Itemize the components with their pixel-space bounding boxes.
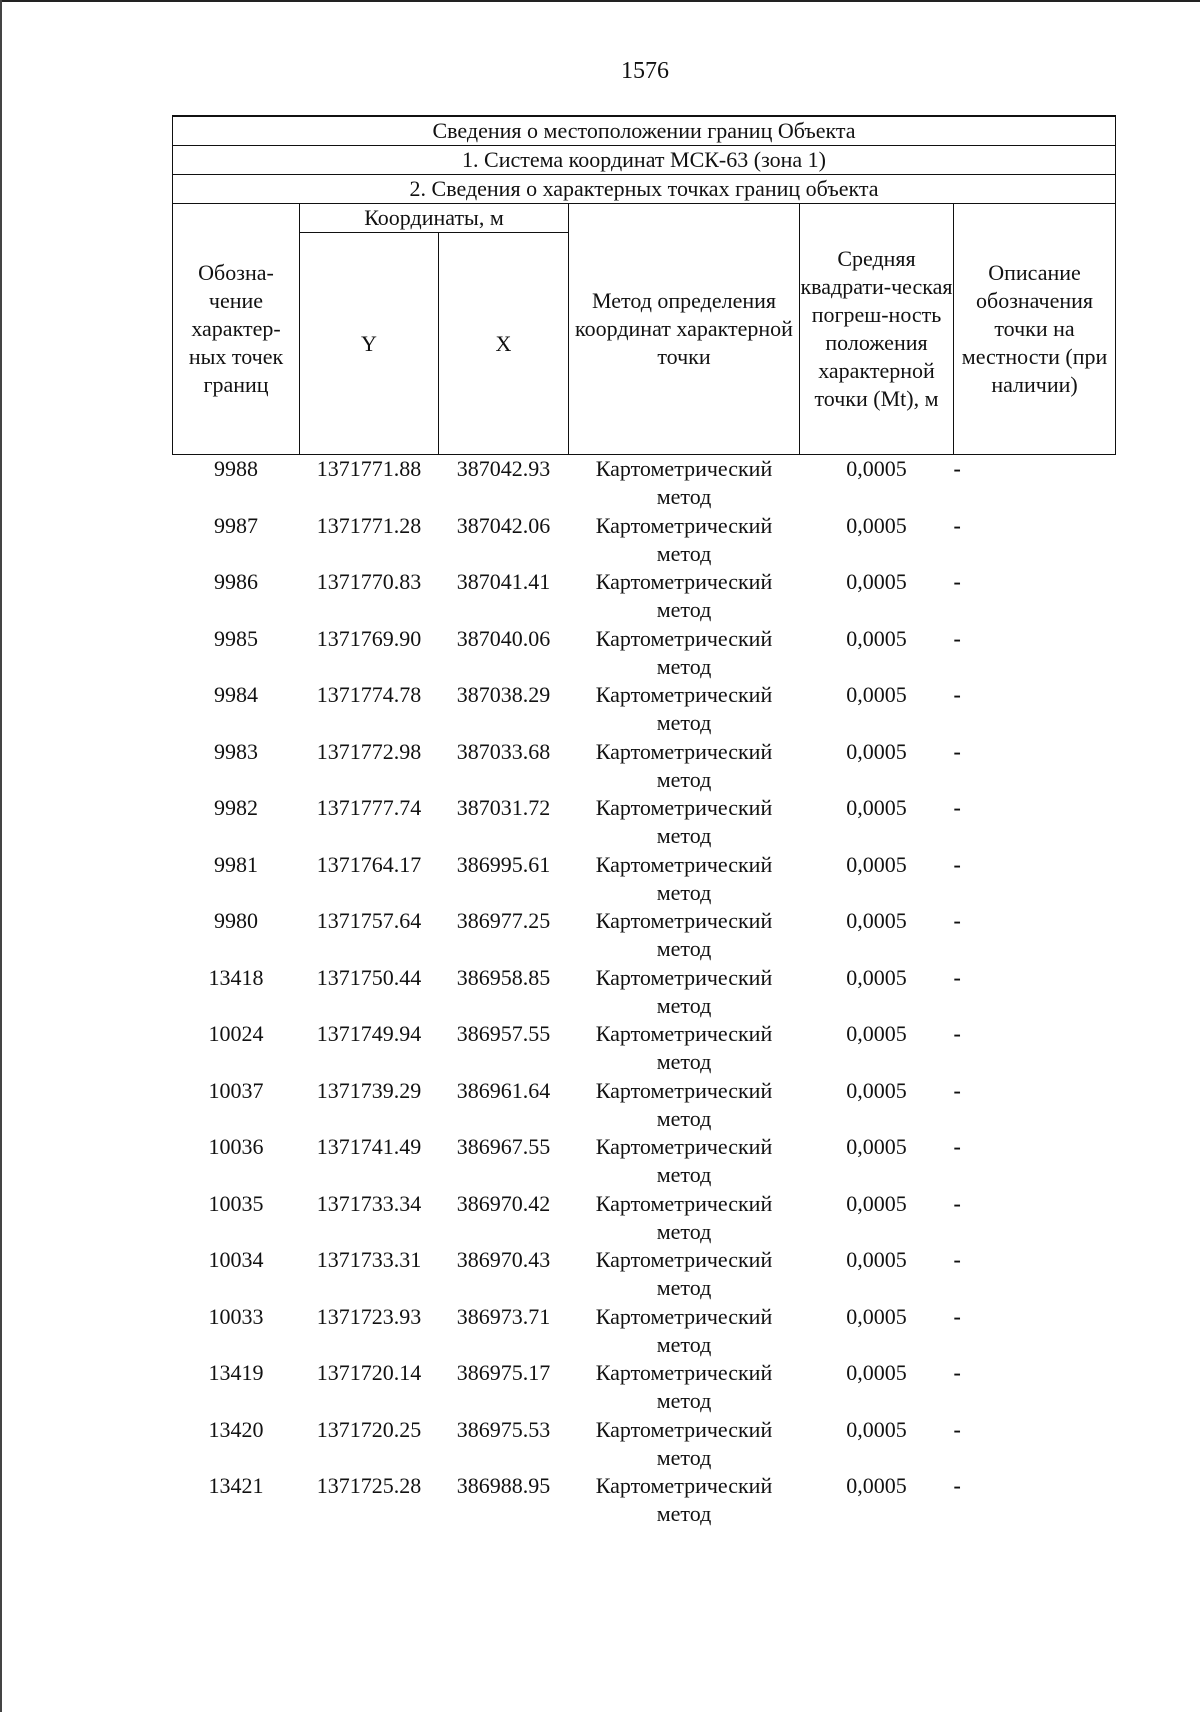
table-row	[173, 1416, 1116, 1473]
cell-point-id: 10036	[208, 1134, 264, 1159]
cell-point-id: 9986	[214, 569, 258, 594]
table-row	[173, 794, 1116, 851]
cell-description: -	[953, 1473, 961, 1498]
cell-description: -	[953, 682, 961, 707]
cell-method: Картометрический метод	[595, 682, 773, 735]
cell-point-id: 9984	[214, 682, 258, 707]
cell-description: -	[953, 512, 961, 538]
cell-description: -	[953, 625, 961, 651]
table-row	[173, 1303, 1116, 1360]
cell-description: -	[953, 908, 961, 933]
boundary-points-table	[172, 115, 1116, 1529]
cell-point-id: 10034	[208, 1247, 264, 1272]
cell-y: 1371720.14	[316, 1360, 422, 1385]
cell-method: Картометрический метод	[595, 1416, 773, 1470]
header-designation	[173, 204, 300, 455]
cell-method: Картометрический метод	[595, 1360, 773, 1413]
cell-description: -	[953, 1303, 961, 1329]
cell-x: 387041.41	[456, 569, 551, 594]
cell-error: 0,0005	[846, 569, 907, 594]
header-method	[569, 204, 800, 455]
table-row	[173, 851, 1116, 908]
cell-point-id: 13421	[208, 1473, 264, 1498]
cell-error: 0,0005	[846, 1021, 907, 1046]
table-row	[173, 907, 1116, 964]
cell-point-id: 10024	[208, 1021, 264, 1046]
cell-description: -	[953, 795, 961, 820]
cell-error: 0,0005	[846, 625, 907, 651]
cell-error: 0,0005	[846, 1190, 907, 1216]
cell-description: -	[953, 456, 961, 481]
points-section-heading: 2. Сведения о характерных точках границ объекта	[173, 175, 1116, 204]
cell-point-id: 9982	[214, 795, 258, 820]
cell-x: 386975.17	[456, 1360, 551, 1385]
cell-description: -	[953, 1247, 961, 1272]
cell-description: -	[953, 1021, 961, 1046]
cell-point-id: 9980	[214, 908, 258, 933]
cell-y: 1371777.74	[316, 795, 422, 820]
cell-x: 387038.29	[456, 682, 551, 707]
cell-x: 386988.95	[456, 1473, 551, 1498]
cell-error: 0,0005	[846, 908, 907, 933]
cell-error: 0,0005	[846, 1134, 907, 1159]
header-coordinates: Координаты, м	[300, 204, 569, 233]
cell-method: Картометрический метод	[595, 1303, 773, 1357]
table-row	[173, 1020, 1116, 1077]
cell-method: Картометрический метод	[595, 1077, 773, 1131]
cell-point-id: 13418	[208, 964, 264, 990]
cell-method: Картометрический метод	[595, 625, 773, 679]
table-row	[173, 1077, 1116, 1134]
cell-method: Картометрический метод	[595, 1021, 773, 1074]
header-method-label: Метод определения координат характерной точки	[575, 288, 793, 369]
header-error-label: Средняя квадрати-ческая погреш-ность положения характерной точки (Mt), м	[800, 246, 953, 411]
cell-point-id: 9987	[214, 512, 258, 538]
cell-x: 386995.61	[456, 851, 551, 877]
table-row	[173, 1359, 1116, 1416]
cell-y: 1371739.29	[316, 1077, 422, 1103]
cell-y: 1371750.44	[316, 964, 422, 990]
cell-method: Картометрический метод	[595, 1473, 773, 1526]
cell-y: 1371720.25	[316, 1416, 422, 1442]
cell-description: -	[953, 851, 961, 877]
cell-method: Картометрический метод	[595, 456, 773, 509]
table-row	[173, 1246, 1116, 1303]
cell-y: 1371733.31	[316, 1247, 422, 1272]
cell-x: 387042.93	[456, 456, 551, 481]
cell-description: -	[953, 1077, 961, 1103]
cell-x: 386970.43	[456, 1247, 551, 1272]
table-row	[173, 512, 1116, 569]
cell-description: -	[953, 569, 961, 594]
cell-description: -	[953, 964, 961, 990]
cell-description: -	[953, 1416, 961, 1442]
cell-method: Картометрический метод	[595, 512, 773, 566]
cell-x: 386957.55	[456, 1021, 551, 1046]
cell-y: 1371733.34	[316, 1190, 422, 1216]
cell-error: 0,0005	[846, 851, 907, 877]
cell-method: Картометрический метод	[595, 1190, 773, 1244]
table-body	[173, 455, 1116, 1529]
cell-y: 1371757.64	[316, 908, 422, 933]
cell-x: 387033.68	[456, 738, 551, 764]
cell-x: 386977.25	[456, 908, 551, 933]
cell-x: 386967.55	[456, 1134, 551, 1159]
cell-point-id: 9981	[214, 851, 258, 877]
cell-x: 386970.42	[456, 1190, 551, 1216]
cell-point-id: 10035	[208, 1190, 264, 1216]
table-row	[173, 738, 1116, 795]
cell-error: 0,0005	[846, 456, 907, 481]
cell-y: 1371769.90	[316, 625, 422, 651]
cell-error: 0,0005	[846, 1303, 907, 1329]
cell-error: 0,0005	[846, 682, 907, 707]
cell-y: 1371770.83	[316, 569, 422, 594]
cell-error: 0,0005	[846, 1360, 907, 1385]
cell-point-id: 13420	[208, 1416, 264, 1442]
cell-error: 0,0005	[846, 1077, 907, 1103]
cell-description: -	[953, 1190, 961, 1216]
cell-y: 1371741.49	[316, 1134, 422, 1159]
cell-x: 387042.06	[456, 512, 551, 538]
table-row	[173, 964, 1116, 1021]
table-row	[173, 681, 1116, 738]
cell-point-id: 13419	[208, 1360, 264, 1385]
cell-point-id: 9983	[214, 738, 258, 764]
cell-x: 387040.06	[456, 625, 551, 651]
page-number: 1576	[621, 58, 669, 84]
table-row	[173, 1472, 1116, 1529]
cell-method: Картометрический метод	[595, 795, 773, 848]
scan-edge-top	[0, 0, 1200, 2]
cell-y: 1371772.98	[316, 738, 422, 764]
cell-method: Картометрический метод	[595, 1134, 773, 1187]
cell-point-id: 10033	[208, 1303, 264, 1329]
cell-error: 0,0005	[846, 512, 907, 538]
cell-description: -	[953, 1360, 961, 1385]
cell-point-id: 9985	[214, 625, 258, 651]
table-row	[173, 1190, 1116, 1247]
cell-error: 0,0005	[846, 795, 907, 820]
coordinate-system-heading: 1. Система координат МСК-63 (зона 1)	[173, 146, 1116, 175]
header-error	[800, 204, 954, 455]
cell-error: 0,0005	[846, 964, 907, 990]
header-description	[954, 204, 1116, 455]
cell-error: 0,0005	[846, 1416, 907, 1442]
cell-method: Картометрический метод	[595, 569, 773, 622]
cell-method: Картометрический метод	[595, 738, 773, 792]
cell-y: 1371771.28	[316, 512, 422, 538]
cell-error: 0,0005	[846, 1247, 907, 1272]
cell-method: Картометрический метод	[595, 1247, 773, 1300]
cell-y: 1371723.93	[316, 1303, 422, 1329]
cell-x: 386961.64	[456, 1077, 551, 1103]
header-description-label: Описание обозначения точки на местности (при наличии)	[961, 260, 1108, 397]
cell-point-id: 9988	[214, 456, 258, 481]
cell-method: Картометрический метод	[595, 851, 773, 905]
cell-x: 386958.85	[456, 964, 551, 990]
header-x: X	[439, 233, 569, 455]
cell-x: 386973.71	[456, 1303, 551, 1329]
header-y: Y	[300, 233, 439, 455]
cell-description: -	[953, 1134, 961, 1159]
cell-error: 0,0005	[846, 738, 907, 764]
cell-point-id: 10037	[208, 1077, 264, 1103]
cell-y: 1371764.17	[316, 851, 422, 877]
boundary-points-table-container	[172, 115, 1115, 1529]
table-title: Сведения о местоположении границ Объекта	[173, 116, 1116, 146]
table-row	[173, 625, 1116, 682]
scan-edge-left	[0, 0, 2, 1712]
table-row	[173, 455, 1116, 512]
cell-x: 387031.72	[456, 795, 551, 820]
cell-method: Картометрический метод	[595, 908, 773, 961]
table-row	[173, 568, 1116, 625]
table-row	[173, 1133, 1116, 1190]
cell-method: Картометрический метод	[595, 964, 773, 1018]
cell-description: -	[953, 738, 961, 764]
header-designation-label: Обозна-чение характер-ных точек границ	[188, 260, 284, 397]
cell-y: 1371771.88	[316, 456, 422, 481]
cell-error: 0,0005	[846, 1473, 907, 1498]
cell-x: 386975.53	[456, 1416, 551, 1442]
cell-y: 1371725.28	[316, 1473, 422, 1498]
cell-y: 1371749.94	[316, 1021, 422, 1046]
cell-y: 1371774.78	[316, 682, 422, 707]
